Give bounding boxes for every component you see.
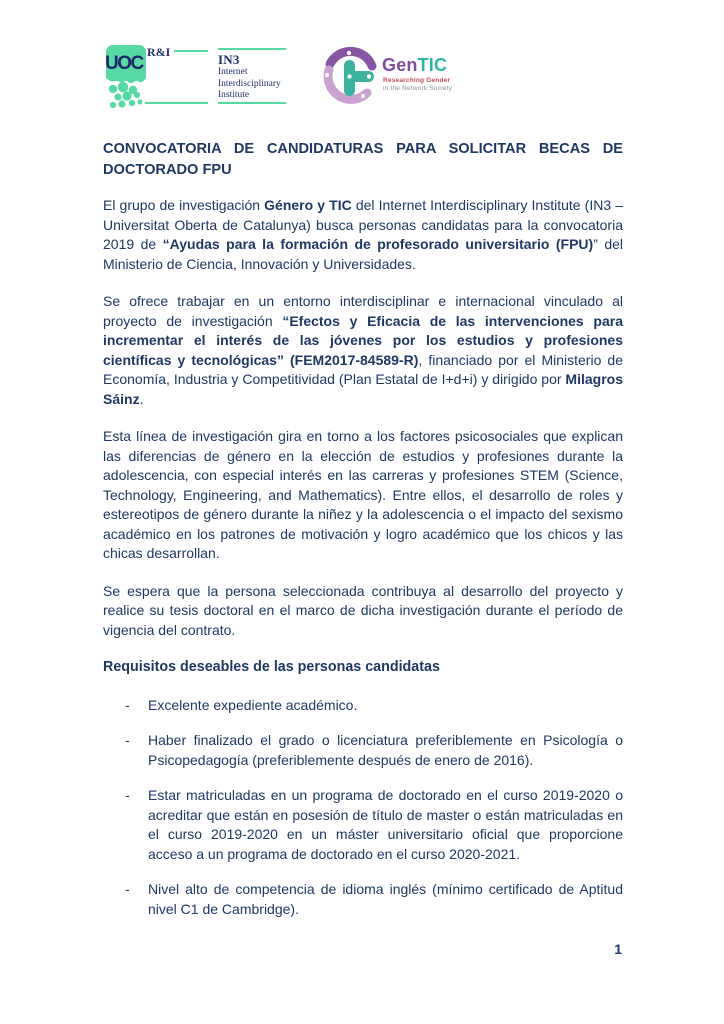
document-title (103, 139, 623, 181)
requirements-list (103, 696, 623, 920)
in3-subtitle-line: Internet (218, 67, 248, 77)
requirement-item (125, 696, 623, 716)
header-rule-in3-top (218, 48, 286, 50)
section-heading: Requisitos deseables de las personas candidatas (103, 659, 440, 675)
header-rule-left-top (174, 50, 208, 52)
gentic-wordmark-gen: Gen (382, 55, 418, 75)
in3-subtitle (218, 67, 281, 102)
gentic-tagline-1: Researching Gender (383, 77, 451, 84)
uoc-logo-icon (104, 42, 148, 112)
bullet-marker: - (125, 881, 130, 897)
in3-subtitle-line: Institute (218, 90, 250, 100)
in3-subtitle-line: Interdisciplinary (218, 78, 281, 89)
gentic-tagline-2: in the Network Society (383, 85, 453, 92)
header-rule-left-bottom (145, 102, 208, 104)
requirement-text: Haber finalizado el grado o licenciatura preferiblemente en Psicología o Psicopedagogía (preferiblemente después de enero de 2016). (148, 732, 623, 768)
document-body (103, 139, 623, 935)
paragraph: Se ofrece trabajar en un entorno interdisciplinar e internacional vinculado al proyecto de investigación “Efectos y Eficacia de las intervenciones para incrementar el interés de las jóvenes por los estudios y profesiones científicas y tecnológicas” (FEM2017-84589-R), financiado por el Ministerio de Economía, Industria y Competitividad (Plan Estatal de I+d+i) y dirigido por Milagros Sáinz. (103, 293, 623, 407)
requirement-text: Estar matriculadas en un programa de doctorado en el curso 2019-2020 o acreditar que están en posesión de título de master o están matriculadas en el curso 2019-2020 en un máster universitario oficial que proporcione acceso a un programa de doctorado en el curso 2020-2021. (148, 787, 623, 862)
rni-label: R&I (147, 45, 171, 59)
requirement-text: Nivel alto de competencia de idioma inglés (mínimo certificado de Aptitud nivel C1 de Cambridge). (148, 881, 623, 917)
requirement-item (125, 880, 623, 919)
requirement-text: Excelente expediente académico. (148, 696, 358, 713)
gentic-wordmark-tic: TIC (417, 55, 448, 75)
page-number: 1 (614, 941, 622, 957)
paragraph: Se espera que la persona seleccionada contribuya al desarrollo del proyecto y realice su tesis doctoral en el marco de dicha investigación durante el período de vigencia del contrato. (103, 582, 623, 638)
in3-title: IN3 (218, 52, 240, 67)
header-rule-in3-bottom (218, 102, 286, 104)
requirement-item (125, 731, 623, 770)
body-paragraphs (103, 196, 623, 640)
gentic-wordmark (382, 55, 447, 76)
paragraph: El grupo de investigación Género y TIC del Internet Interdisciplinary Institute (IN3 – Universitat Oberta de Catalunya) busca personas candidatas para la convocatoria 2019 de “Ayudas para la formación de profesorado universitario (FPU)” del Ministerio de Ciencia, Innovación y Universidades. (103, 197, 624, 272)
document-title-line: CONVOCATORIA DE CANDIDATURAS PARA SOLICITAR BECAS DE (103, 141, 623, 157)
uoc-logo-text: UOC (105, 53, 143, 74)
document-title-line: DOCTORADO FPU (103, 162, 232, 178)
bullet-marker: - (125, 732, 130, 748)
bullet-marker: - (125, 787, 130, 803)
requirement-item (125, 786, 623, 864)
paragraph: Esta línea de investigación gira en torno a los factores psicosociales que explican las diferencias de género en la elección de estudios y profesiones durante la adolescencia, con especial interés en las carreras y profesiones STEM (Science, Technology, Engineering, and Mathematics). Entre ellos, el desarrollo de roles y estereotipos de género durante la niñez y la adolescencia o el impacto del sexismo académico en los patrones de motivación y logro académico que los chicos y las chicas desarrollan. (103, 428, 623, 561)
gentic-logo-icon (320, 44, 380, 106)
bullet-marker: - (125, 696, 130, 713)
